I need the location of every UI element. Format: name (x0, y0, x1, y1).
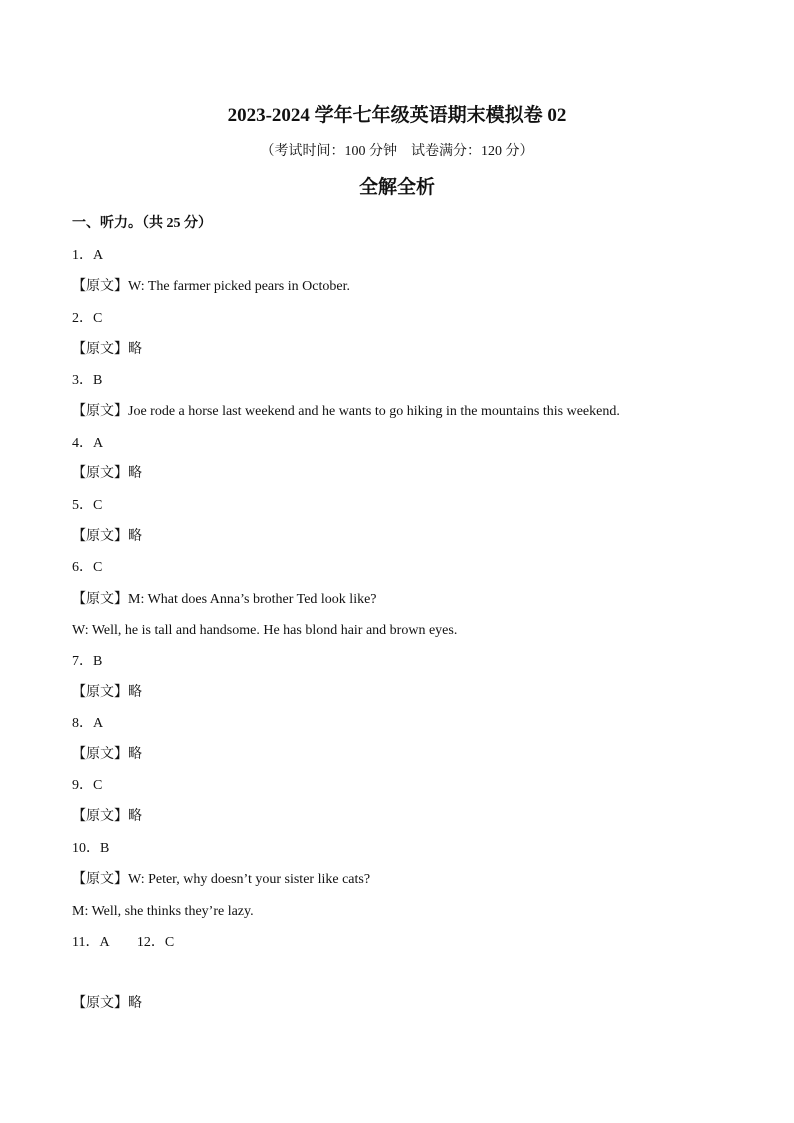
transcript-line-6: 【原文】M: What does Anna’s brother Ted look like? (72, 592, 377, 607)
transcript-line-8: 【原文】略 (72, 747, 142, 762)
exam-info: （考试时间：100 分钟 试卷满分：120 分） (260, 144, 534, 159)
transcript-line-4: 【原文】略 (72, 466, 142, 481)
transcript-line-1: 【原文】W: The farmer picked pears in October. (72, 279, 350, 294)
answer-line-6: 6．C (72, 560, 103, 575)
answer-line-2: 2．C (72, 311, 103, 326)
answer-line-4: 4．A (72, 436, 104, 451)
transcript-line-3: 【原文】Joe rode a horse last weekend and he wants to go hiking in the mountains this weekend. (72, 404, 620, 419)
answer-line-3: 3．B (72, 373, 103, 388)
answer-line-10: 10．B (72, 841, 110, 856)
answer-line-9: 9．C (72, 778, 103, 793)
transcript-line-10b: M: Well, she thinks they’re lazy. (72, 904, 254, 919)
answer-line-7: 7．B (72, 654, 103, 669)
answer-line-8: 8．A (72, 716, 104, 731)
document-title: 2023-2024 学年七年级英语期末模拟卷 02 (227, 105, 567, 126)
document-heading: 全解全析 (358, 177, 435, 198)
answer-line-5: 5．C (72, 498, 103, 513)
transcript-line-7: 【原文】略 (72, 685, 142, 700)
transcript-line-2: 【原文】略 (72, 342, 142, 357)
transcript-line-10: 【原文】W: Peter, why doesn’t your sister like cats? (72, 872, 371, 887)
transcript-line-5: 【原文】略 (72, 529, 142, 544)
transcript-line-6b: W: Well, he is tall and handsome. He has blond hair and brown eyes. (72, 623, 458, 638)
transcript-line-9: 【原文】略 (72, 809, 142, 824)
answer-line-11-12: 11．A 12．C (72, 935, 175, 950)
answer-line-1: 1．A (72, 248, 104, 263)
transcript-line-11-12: 【原文】略 (72, 996, 142, 1011)
section-title: 一、听力。（共 25 分） (72, 216, 212, 231)
